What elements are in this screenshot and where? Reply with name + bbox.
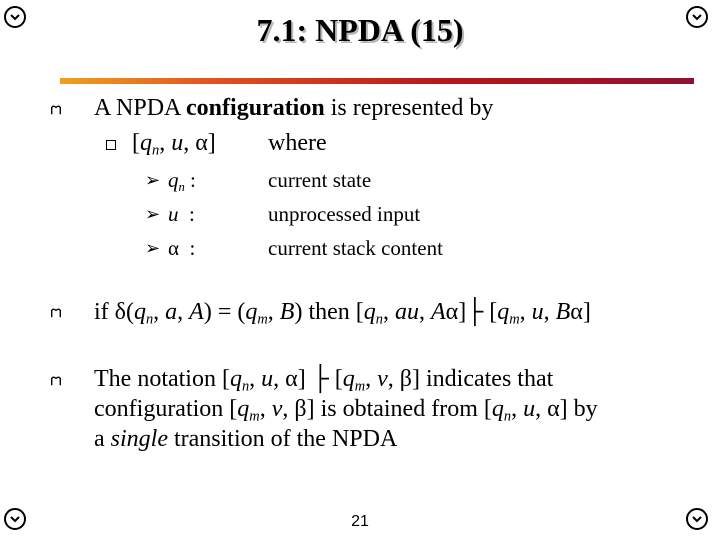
item-symbol-stack: α : [168,236,196,260]
sub-bullet-where: where [268,130,327,156]
item-meaning-stack: current stack content [268,236,443,260]
page-number: 21 [351,513,369,530]
bullet-1-keyword: configuration [186,95,325,121]
sub-bullet-notation: [$q_n$, u, α] [132,130,216,159]
bullet-3-line-1: The notation [$q_n$, u, α] ├ [$q_m$, v, β] indicates that [94,366,554,395]
item-symbol-state: $q_n$ : [168,168,196,194]
bullet-1-text [94,95,493,122]
bullet-icon [50,374,62,388]
bullet-1-tail: is represented by [324,95,494,121]
item-symbol-input: u : [168,202,195,226]
arrow-bullet-icon: ➢ [145,170,161,191]
item-meaning-state: current state [268,168,372,192]
arrow-bullet-icon: ➢ [145,238,161,259]
item-meaning-input: unprocessed input [268,202,421,226]
bullet-icon [50,306,62,320]
bullet-icon [50,103,62,117]
bullet-3-line-2: configuration [$q_m$, v, β] is obtained from [$q_n$, u, α] by [94,396,598,425]
title-divider [60,78,694,84]
bullet-1-lead: A NPDA [94,95,187,121]
arrow-bullet-icon: ➢ [145,204,161,225]
sub-bullet-square-icon [106,140,116,150]
bullet-3-line-3: a single transition of the NPDA [94,426,398,452]
bullet-2-text: if $\delta(q_n$, a, $A) = (q_m$, B) then [$q_n$, au, Aα]├ [$q_m$, u, Bα] [94,299,591,328]
slide-title: 7.1: NPDA (15) [256,12,464,48]
